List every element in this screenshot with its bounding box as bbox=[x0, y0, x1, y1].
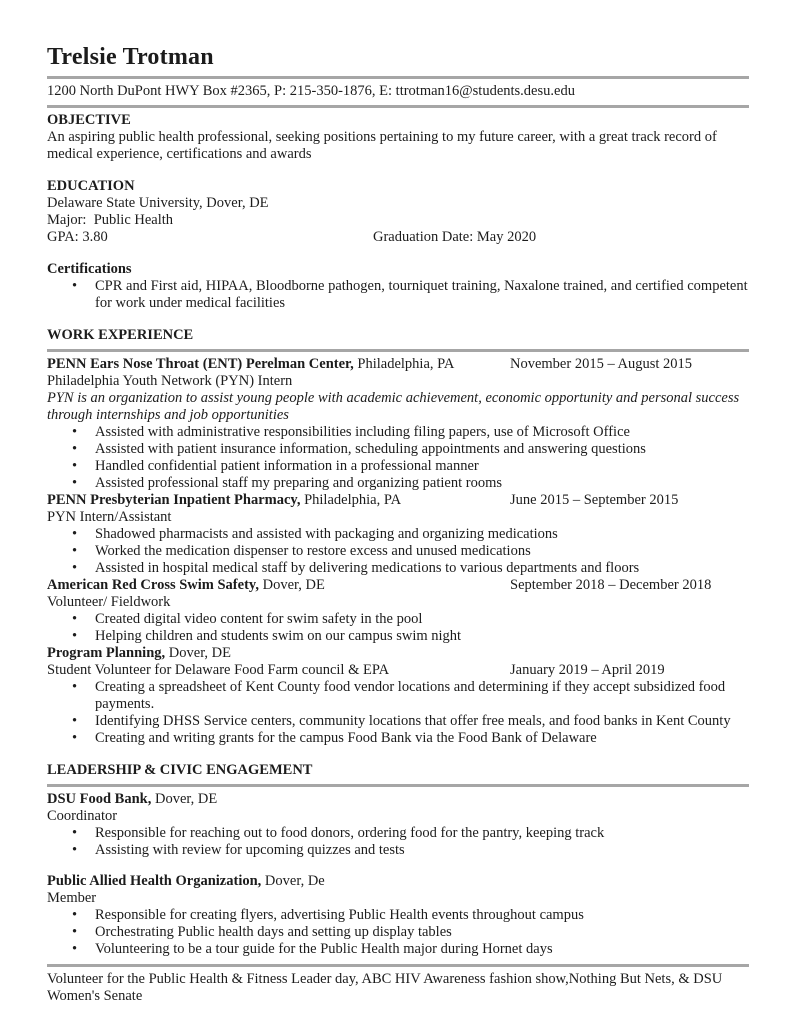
job-bullet: • Creating a spreadsheet of Kent County food vendor locations and determining if they accept subsidized food payments. bbox=[95, 679, 749, 713]
job-bullet: • Shadowed pharmacists and assisted with packaging and organizing medications bbox=[95, 526, 749, 543]
certifications-list bbox=[47, 278, 749, 312]
divider bbox=[47, 76, 749, 79]
org-location: Dover, De bbox=[261, 873, 325, 889]
job-bullet: • Assisted with patient insurance information, scheduling appointments and answering questions bbox=[95, 441, 749, 458]
work-experience-heading: WORK EXPERIENCE bbox=[47, 327, 194, 343]
job-bullet-list bbox=[47, 526, 749, 577]
org-bullet: • Responsible for creating flyers, advertising Public Health events throughout campus bbox=[95, 907, 749, 924]
job-bullet: • Identifying DHSS Service centers, community locations that offer free meals, and food banks in Kent County bbox=[95, 713, 749, 730]
org-location: Dover, DE bbox=[151, 791, 218, 807]
job-location: Philadelphia, PA bbox=[353, 356, 455, 372]
org-role: Member bbox=[47, 890, 97, 906]
job-role-row bbox=[47, 662, 749, 679]
job-summary: PYN is an organization to assist young people with academic achievement, economic opportunity and personal success through internships and job opportunities bbox=[47, 390, 740, 423]
job-role: Student Volunteer for Delaware Food Farm council & EPA bbox=[47, 662, 390, 678]
job-role: Volunteer/ Fieldwork bbox=[47, 594, 171, 610]
org-title-row bbox=[47, 791, 749, 808]
job-dates: November 2015 – August 2015 bbox=[510, 356, 693, 372]
org-bullet-list bbox=[47, 825, 749, 859]
job-bullet: • Handled confidential patient information in a professional manner bbox=[95, 458, 749, 475]
job-location: Dover, DE bbox=[165, 645, 232, 661]
person-name: Trelsie Trotman bbox=[47, 44, 214, 70]
job-entry bbox=[47, 356, 749, 492]
job-bullet: • Created digital video content for swim safety in the pool bbox=[95, 611, 749, 628]
job-entry bbox=[47, 645, 749, 747]
job-company: PENN Presbyterian Inpatient Pharmacy, bbox=[47, 492, 301, 508]
education-graduation-date: Graduation Date: May 2020 bbox=[373, 229, 537, 245]
education-major: Major: Public Health bbox=[47, 212, 174, 228]
org-bullet: • Orchestrating Public health days and setting up display tables bbox=[95, 924, 749, 941]
job-bullet: • Assisted in hospital medical staff by delivering medications to various departments and floors bbox=[95, 560, 749, 577]
job-dates: June 2015 – September 2015 bbox=[510, 492, 679, 508]
org-role: Coordinator bbox=[47, 808, 118, 824]
contact-info: 1200 North DuPont HWY Box #2365, P: 215-350-1876, E: ttrotman16@students.desu.edu bbox=[47, 83, 575, 99]
education-school: Delaware State University, Dover, DE bbox=[47, 195, 269, 211]
org-name: DSU Food Bank, bbox=[47, 791, 152, 807]
job-bullet: • Assisted with administrative responsibilities including filing papers, use of Microsoft Office bbox=[95, 424, 749, 441]
org-bullet-list bbox=[47, 907, 749, 958]
divider bbox=[47, 964, 749, 967]
job-title-row bbox=[47, 577, 749, 594]
job-title-row bbox=[47, 356, 749, 373]
job-bullet-list bbox=[47, 611, 749, 645]
education-gpa: GPA: 3.80 bbox=[47, 229, 108, 245]
job-bullet: • Assisted professional staff my preparing and organizing patient rooms bbox=[95, 475, 749, 492]
footer-volunteer-text: Volunteer for the Public Health & Fitness Leader day, ABC HIV Awareness fashion show,Nothing But Nets, & DSU Women's Senate bbox=[47, 971, 723, 1004]
org-bullet: • Volunteering to be a tour guide for the Public Health major during Hornet days bbox=[95, 941, 749, 958]
job-entry bbox=[47, 492, 749, 577]
job-company: Program Planning, bbox=[47, 645, 166, 661]
leadership-heading: LEADERSHIP & CIVIC ENGAGEMENT bbox=[47, 762, 313, 778]
org-bullet: • Responsible for reaching out to food donors, ordering food for the pantry, keeping track bbox=[95, 825, 749, 842]
org-entry bbox=[47, 873, 749, 958]
job-dates: January 2019 – April 2019 bbox=[510, 662, 665, 678]
divider bbox=[47, 349, 749, 352]
education-gpa-row bbox=[47, 229, 749, 246]
job-role: PYN Intern/Assistant bbox=[47, 509, 172, 525]
org-entry bbox=[47, 791, 749, 859]
job-role: Philadelphia Youth Network (PYN) Intern bbox=[47, 373, 293, 389]
job-bullet: • Worked the medication dispenser to restore excess and unused medications bbox=[95, 543, 749, 560]
job-dates: September 2018 – December 2018 bbox=[510, 577, 712, 593]
divider bbox=[47, 784, 749, 787]
job-bullet-list bbox=[47, 679, 749, 747]
job-bullet-list bbox=[47, 424, 749, 492]
job-bullet: • Creating and writing grants for the campus Food Bank via the Food Bank of Delaware bbox=[95, 730, 749, 747]
objective-text: An aspiring public health professional, seeking positions pertaining to my future career, with a great track record of medical experience, certifications and awards bbox=[47, 129, 717, 162]
job-bullet: • Helping children and students swim on our campus swim night bbox=[95, 628, 749, 645]
job-location: Philadelphia, PA bbox=[300, 492, 402, 508]
certification-item: • CPR and First aid, HIPAA, Bloodborne pathogen, tourniquet training, Naxalone trained, and certified competent for work under medical facilities bbox=[95, 278, 749, 312]
education-heading: EDUCATION bbox=[47, 178, 135, 194]
objective-heading: OBJECTIVE bbox=[47, 112, 131, 128]
job-title-row bbox=[47, 492, 749, 509]
org-name: Public Allied Health Organization, bbox=[47, 873, 262, 889]
job-company: PENN Ears Nose Throat (ENT) Perelman Center, bbox=[47, 356, 354, 372]
job-company: American Red Cross Swim Safety, bbox=[47, 577, 259, 593]
org-bullet: • Assisting with review for upcoming quizzes and tests bbox=[95, 842, 749, 859]
job-title-row bbox=[47, 645, 749, 662]
job-location: Dover, DE bbox=[258, 577, 325, 593]
certifications-heading: Certifications bbox=[47, 261, 132, 277]
divider bbox=[47, 105, 749, 108]
job-entry bbox=[47, 577, 749, 645]
org-title-row bbox=[47, 873, 749, 890]
